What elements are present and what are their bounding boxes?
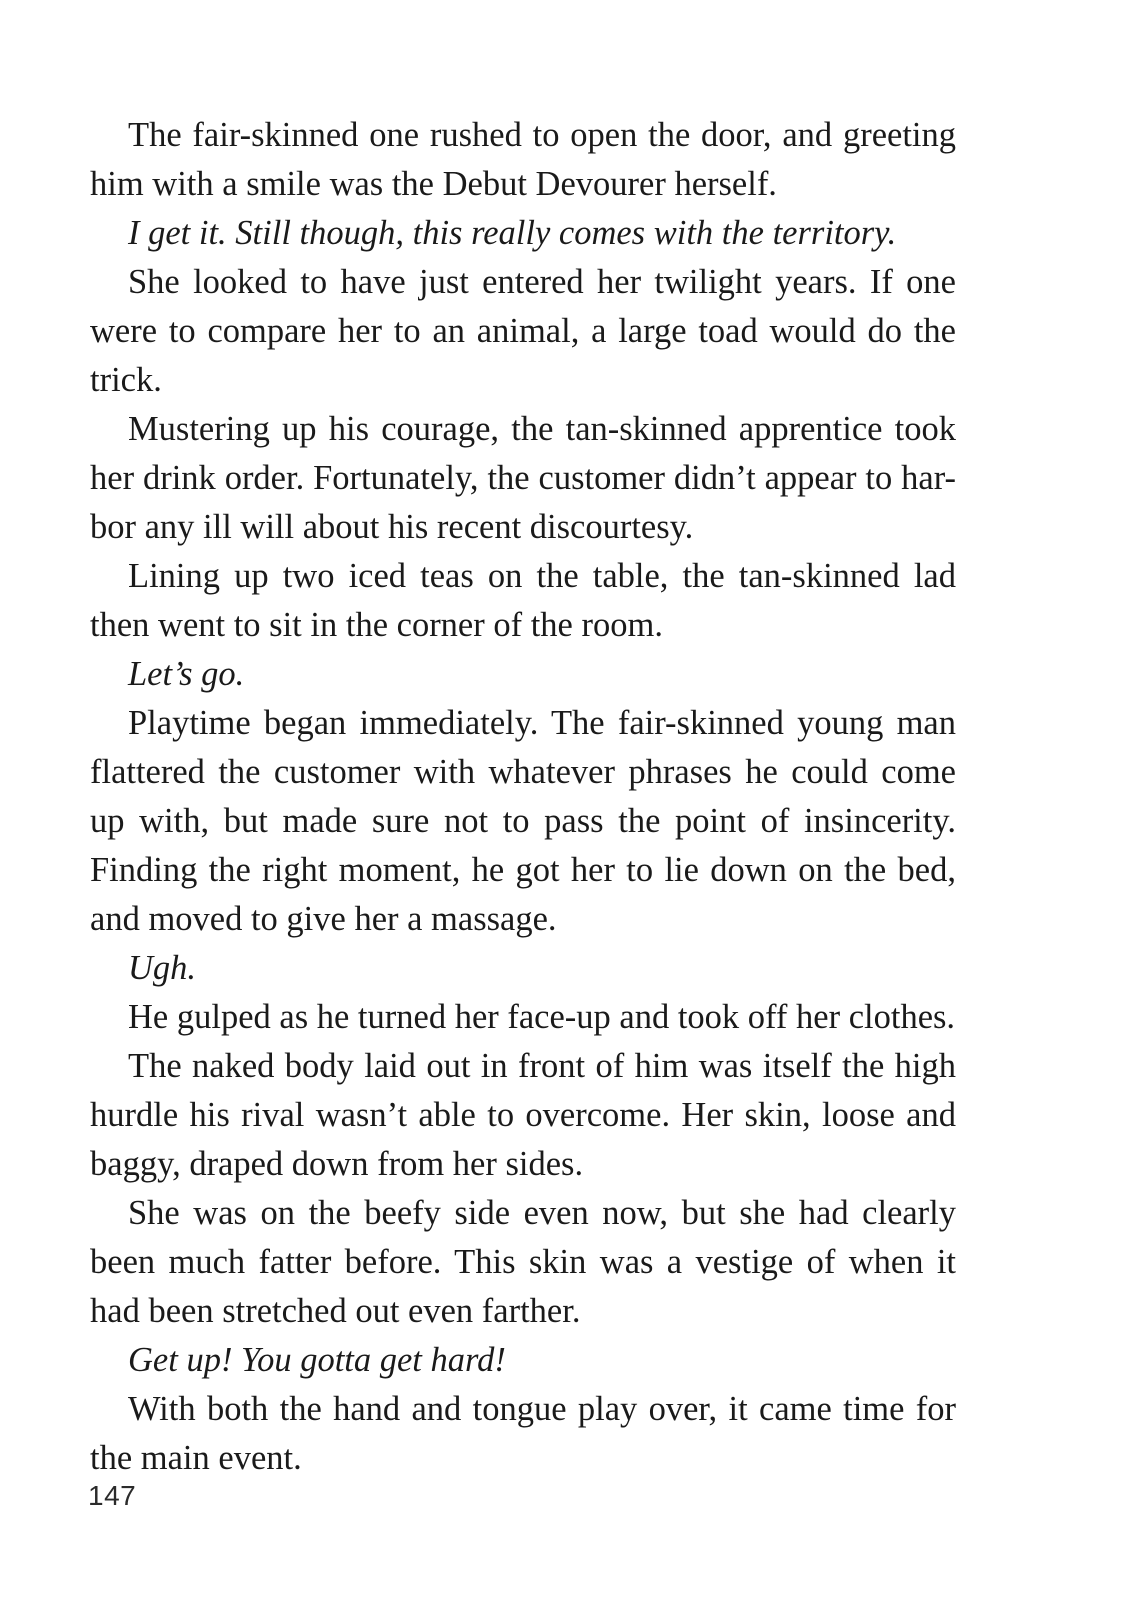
paragraph: He gulped as he turned her face-up and took off her clothes.	[128, 998, 956, 1036]
paragraph: The fair-skinned one rushed to open the door, and greeting him with a smile was the Debut Devourer herself.	[90, 116, 956, 203]
page-number: 147	[88, 1480, 137, 1511]
body-text	[90, 111, 956, 1483]
paragraph: The naked body laid out in front of him was itself the high hurdle his rival wasn’t able to overcome. Her skin, loose and baggy, draped down from her sides.	[90, 1047, 956, 1183]
italic-thought: Ugh.	[128, 949, 197, 987]
paragraph: Playtime began immediately. The fair-skinned young man flattered the customer with whatever phrases he could come up with, but made sure not to pass the point of insincerity. Finding the right moment, he got her to lie down on the bed, and moved to give her a massage.	[90, 704, 956, 938]
italic-thought: I get it. Still though, this really comes with the territory.	[128, 214, 897, 252]
paragraph: She looked to have just entered her twilight years. If one were to compare her to an animal, a large toad would do the trick.	[90, 263, 956, 399]
paragraph: Mustering up his courage, the tan-skinned apprentice took her drink order. Fortunately, the customer didn’t appear to har-bor any ill will about his recent discourtesy.	[90, 410, 956, 546]
italic-thought: Get up! You gotta get hard!	[128, 1341, 506, 1379]
italic-thought: Let’s go.	[128, 655, 245, 693]
paragraph: Lining up two iced teas on the table, the tan-skinned lad then went to sit in the corner of the room.	[90, 557, 956, 644]
paragraph: With both the hand and tongue play over, it came time for the main event.	[90, 1390, 956, 1477]
paragraph: She was on the beefy side even now, but she had clearly been much fatter before. This skin was a vestige of when it had been stretched out even farther.	[90, 1194, 956, 1330]
